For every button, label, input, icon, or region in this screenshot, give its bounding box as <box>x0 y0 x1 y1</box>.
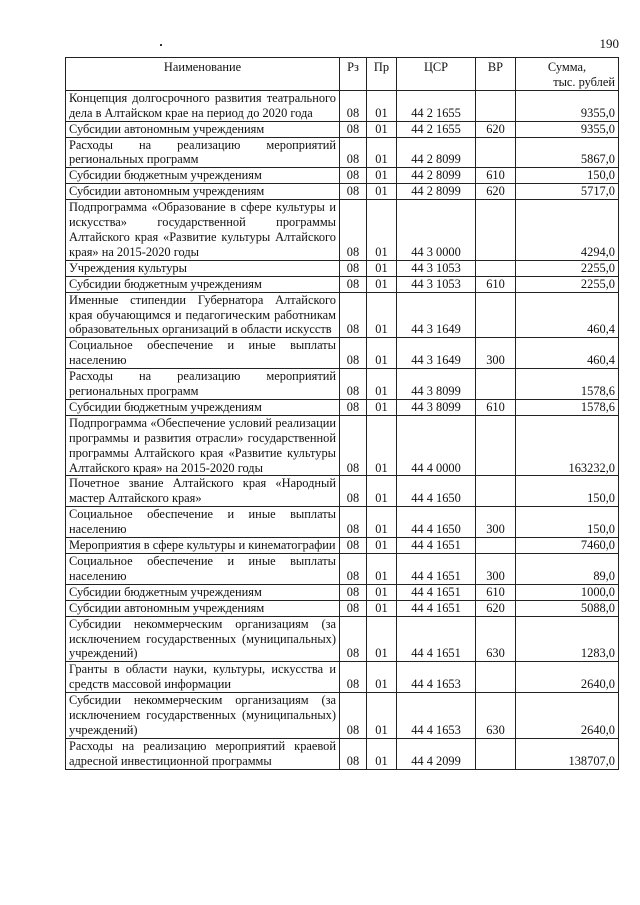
cell-vr: 620 <box>476 600 516 616</box>
cell-pr: 01 <box>367 399 397 415</box>
cell-csr: 44 3 1053 <box>397 260 476 276</box>
table-row <box>66 554 619 585</box>
header-sum-line1: Сумма, <box>547 60 587 74</box>
cell-rz: 08 <box>340 121 367 137</box>
cell-csr: 44 2 8099 <box>397 137 476 168</box>
cell-name: Почетное звание Алтайского края «Народный мастер Алтайского края» <box>66 476 340 507</box>
table-row <box>66 276 619 292</box>
cell-sum: 460,4 <box>516 292 619 338</box>
table-row <box>66 137 619 168</box>
cell-rz: 08 <box>340 369 367 400</box>
cell-vr <box>476 538 516 554</box>
table-row <box>66 476 619 507</box>
table-row <box>66 260 619 276</box>
cell-rz: 08 <box>340 276 367 292</box>
cell-sum: 4294,0 <box>516 200 619 261</box>
cell-name: Расходы на реализацию мероприятий краевой адресной инвестиционной программы <box>66 738 340 769</box>
cell-vr: 610 <box>476 399 516 415</box>
cell-name: Субсидии некоммерческим организациям (за исключением государственных (муниципальных) учреждений) <box>66 616 340 662</box>
cell-name: Социальное обеспечение и иные выплаты населению <box>66 554 340 585</box>
cell-csr: 44 4 1650 <box>397 507 476 538</box>
cell-rz: 08 <box>340 584 367 600</box>
cell-name: Социальное обеспечение и иные выплаты населению <box>66 338 340 369</box>
cell-name: Субсидии автономным учреждениям <box>66 121 340 137</box>
cell-pr: 01 <box>367 693 397 739</box>
budget-table <box>65 57 619 770</box>
cell-name: Социальное обеспечение и иные выплаты населению <box>66 507 340 538</box>
cell-pr: 01 <box>367 184 397 200</box>
cell-pr: 01 <box>367 554 397 585</box>
cell-rz: 08 <box>340 415 367 476</box>
cell-csr: 44 2 1655 <box>397 121 476 137</box>
cell-pr: 01 <box>367 738 397 769</box>
cell-rz: 08 <box>340 184 367 200</box>
cell-csr: 44 3 1053 <box>397 276 476 292</box>
cell-name: Расходы на реализацию мероприятий региональных программ <box>66 137 340 168</box>
cell-pr: 01 <box>367 338 397 369</box>
cell-vr <box>476 260 516 276</box>
table-row <box>66 584 619 600</box>
cell-vr: 630 <box>476 616 516 662</box>
cell-rz: 08 <box>340 168 367 184</box>
table-row <box>66 90 619 121</box>
cell-rz: 08 <box>340 292 367 338</box>
cell-csr: 44 4 1651 <box>397 600 476 616</box>
cell-csr: 44 4 1651 <box>397 616 476 662</box>
cell-sum: 2255,0 <box>516 276 619 292</box>
cell-csr: 44 4 1650 <box>397 476 476 507</box>
table-row <box>66 662 619 693</box>
cell-sum: 5088,0 <box>516 600 619 616</box>
cell-csr: 44 4 1651 <box>397 554 476 585</box>
cell-pr: 01 <box>367 168 397 184</box>
cell-name: Субсидии некоммерческим организациям (за исключением государственных (муниципальных) учреждений) <box>66 693 340 739</box>
table-row <box>66 538 619 554</box>
table-row <box>66 121 619 137</box>
cell-sum: 5867,0 <box>516 137 619 168</box>
cell-csr: 44 4 0000 <box>397 415 476 476</box>
cell-vr: 620 <box>476 184 516 200</box>
cell-sum: 7460,0 <box>516 538 619 554</box>
cell-pr: 01 <box>367 292 397 338</box>
cell-pr: 01 <box>367 369 397 400</box>
cell-pr: 01 <box>367 538 397 554</box>
cell-sum: 89,0 <box>516 554 619 585</box>
cell-pr: 01 <box>367 584 397 600</box>
cell-vr: 610 <box>476 168 516 184</box>
cell-vr: 610 <box>476 584 516 600</box>
cell-csr: 44 3 8099 <box>397 399 476 415</box>
cell-rz: 08 <box>340 662 367 693</box>
cell-vr <box>476 292 516 338</box>
cell-sum: 2640,0 <box>516 693 619 739</box>
cell-name: Подпрограмма «Обеспечение условий реализации программы и развития отрасли» государственной программы Алтайского края «Развитие культуры Алтайского края» на 2015-2020 годы <box>66 415 340 476</box>
cell-vr: 300 <box>476 554 516 585</box>
cell-name: Подпрограмма «Образование в сфере культуры и искусства» государственной программы Алтайского края «Развитие культуры Алтайского края» на 2015-2020 годы <box>66 200 340 261</box>
cell-sum: 460,4 <box>516 338 619 369</box>
table-row <box>66 415 619 476</box>
cell-sum: 150,0 <box>516 476 619 507</box>
cell-sum: 9355,0 <box>516 90 619 121</box>
cell-rz: 08 <box>340 616 367 662</box>
cell-sum: 1578,6 <box>516 369 619 400</box>
cell-rz: 08 <box>340 538 367 554</box>
header-pr: Пр <box>367 58 397 91</box>
cell-sum: 2255,0 <box>516 260 619 276</box>
cell-pr: 01 <box>367 600 397 616</box>
cell-csr: 44 4 1651 <box>397 584 476 600</box>
cell-vr <box>476 662 516 693</box>
table-row <box>66 399 619 415</box>
header-vr: ВР <box>476 58 516 91</box>
cell-sum: 5717,0 <box>516 184 619 200</box>
cell-rz: 08 <box>340 399 367 415</box>
table-row <box>66 338 619 369</box>
header-rz: Рз <box>340 58 367 91</box>
cell-name: Субсидии автономным учреждениям <box>66 184 340 200</box>
cell-csr: 44 2 8099 <box>397 168 476 184</box>
cell-vr <box>476 137 516 168</box>
cell-rz: 08 <box>340 507 367 538</box>
cell-name: Субсидии бюджетным учреждениям <box>66 276 340 292</box>
cell-pr: 01 <box>367 90 397 121</box>
header-name: Наименование <box>66 58 340 91</box>
cell-vr: 610 <box>476 276 516 292</box>
cell-sum: 138707,0 <box>516 738 619 769</box>
cell-vr: 300 <box>476 338 516 369</box>
cell-pr: 01 <box>367 476 397 507</box>
cell-sum: 163232,0 <box>516 415 619 476</box>
table-header-row <box>66 58 619 91</box>
table-row <box>66 168 619 184</box>
header-sum-line2: тыс. рублей <box>553 74 615 89</box>
cell-csr: 44 2 1655 <box>397 90 476 121</box>
cell-vr <box>476 476 516 507</box>
cell-sum: 9355,0 <box>516 121 619 137</box>
cell-rz: 08 <box>340 600 367 616</box>
cell-csr: 44 3 0000 <box>397 200 476 261</box>
cell-vr <box>476 369 516 400</box>
table-row <box>66 507 619 538</box>
cell-name: Концепция долгосрочного развития театрального дела в Алтайском крае на период до 2020 года <box>66 90 340 121</box>
table-body <box>66 90 619 769</box>
cell-csr: 44 4 1653 <box>397 662 476 693</box>
cell-rz: 08 <box>340 90 367 121</box>
cell-vr <box>476 200 516 261</box>
cell-rz: 08 <box>340 137 367 168</box>
cell-name: Субсидии бюджетным учреждениям <box>66 168 340 184</box>
cell-csr: 44 3 1649 <box>397 292 476 338</box>
cell-pr: 01 <box>367 507 397 538</box>
cell-vr <box>476 90 516 121</box>
cell-csr: 44 3 1649 <box>397 338 476 369</box>
header-csr: ЦСР <box>397 58 476 91</box>
table-row <box>66 369 619 400</box>
cell-csr: 44 4 1653 <box>397 693 476 739</box>
cell-pr: 01 <box>367 200 397 261</box>
cell-csr: 44 4 2099 <box>397 738 476 769</box>
cell-sum: 2640,0 <box>516 662 619 693</box>
table-row <box>66 200 619 261</box>
cell-sum: 150,0 <box>516 507 619 538</box>
cell-rz: 08 <box>340 693 367 739</box>
cell-rz: 08 <box>340 476 367 507</box>
cell-name: Учреждения культуры <box>66 260 340 276</box>
cell-vr: 630 <box>476 693 516 739</box>
cell-name: Расходы на реализацию мероприятий региональных программ <box>66 369 340 400</box>
cell-vr <box>476 415 516 476</box>
cell-name: Гранты в области науки, культуры, искусства и средств массовой информации <box>66 662 340 693</box>
cell-pr: 01 <box>367 415 397 476</box>
cell-name: Именные стипендии Губернатора Алтайского края обучающимся и педагогическим работникам образовательных организаций в области искусств <box>66 292 340 338</box>
cell-vr: 300 <box>476 507 516 538</box>
table-row <box>66 738 619 769</box>
cell-pr: 01 <box>367 616 397 662</box>
table-row <box>66 292 619 338</box>
cell-sum: 1578,6 <box>516 399 619 415</box>
cell-csr: 44 2 8099 <box>397 184 476 200</box>
cell-pr: 01 <box>367 121 397 137</box>
cell-sum: 1000,0 <box>516 584 619 600</box>
cell-rz: 08 <box>340 738 367 769</box>
cell-name: Мероприятия в сфере культуры и кинематографии <box>66 538 340 554</box>
table-row <box>66 616 619 662</box>
cell-name: Субсидии автономным учреждениям <box>66 600 340 616</box>
cell-rz: 08 <box>340 260 367 276</box>
scan-speck <box>160 44 162 46</box>
table-row <box>66 184 619 200</box>
cell-rz: 08 <box>340 338 367 369</box>
table-row <box>66 600 619 616</box>
cell-vr: 620 <box>476 121 516 137</box>
table-row <box>66 693 619 739</box>
cell-csr: 44 4 1651 <box>397 538 476 554</box>
cell-pr: 01 <box>367 662 397 693</box>
cell-pr: 01 <box>367 137 397 168</box>
cell-vr <box>476 738 516 769</box>
page-number: 190 <box>599 36 619 51</box>
cell-name: Субсидии бюджетным учреждениям <box>66 584 340 600</box>
cell-pr: 01 <box>367 260 397 276</box>
cell-csr: 44 3 8099 <box>397 369 476 400</box>
cell-pr: 01 <box>367 276 397 292</box>
cell-sum: 1283,0 <box>516 616 619 662</box>
cell-rz: 08 <box>340 554 367 585</box>
cell-name: Субсидии бюджетным учреждениям <box>66 399 340 415</box>
cell-rz: 08 <box>340 200 367 261</box>
header-sum <box>516 58 619 91</box>
cell-sum: 150,0 <box>516 168 619 184</box>
